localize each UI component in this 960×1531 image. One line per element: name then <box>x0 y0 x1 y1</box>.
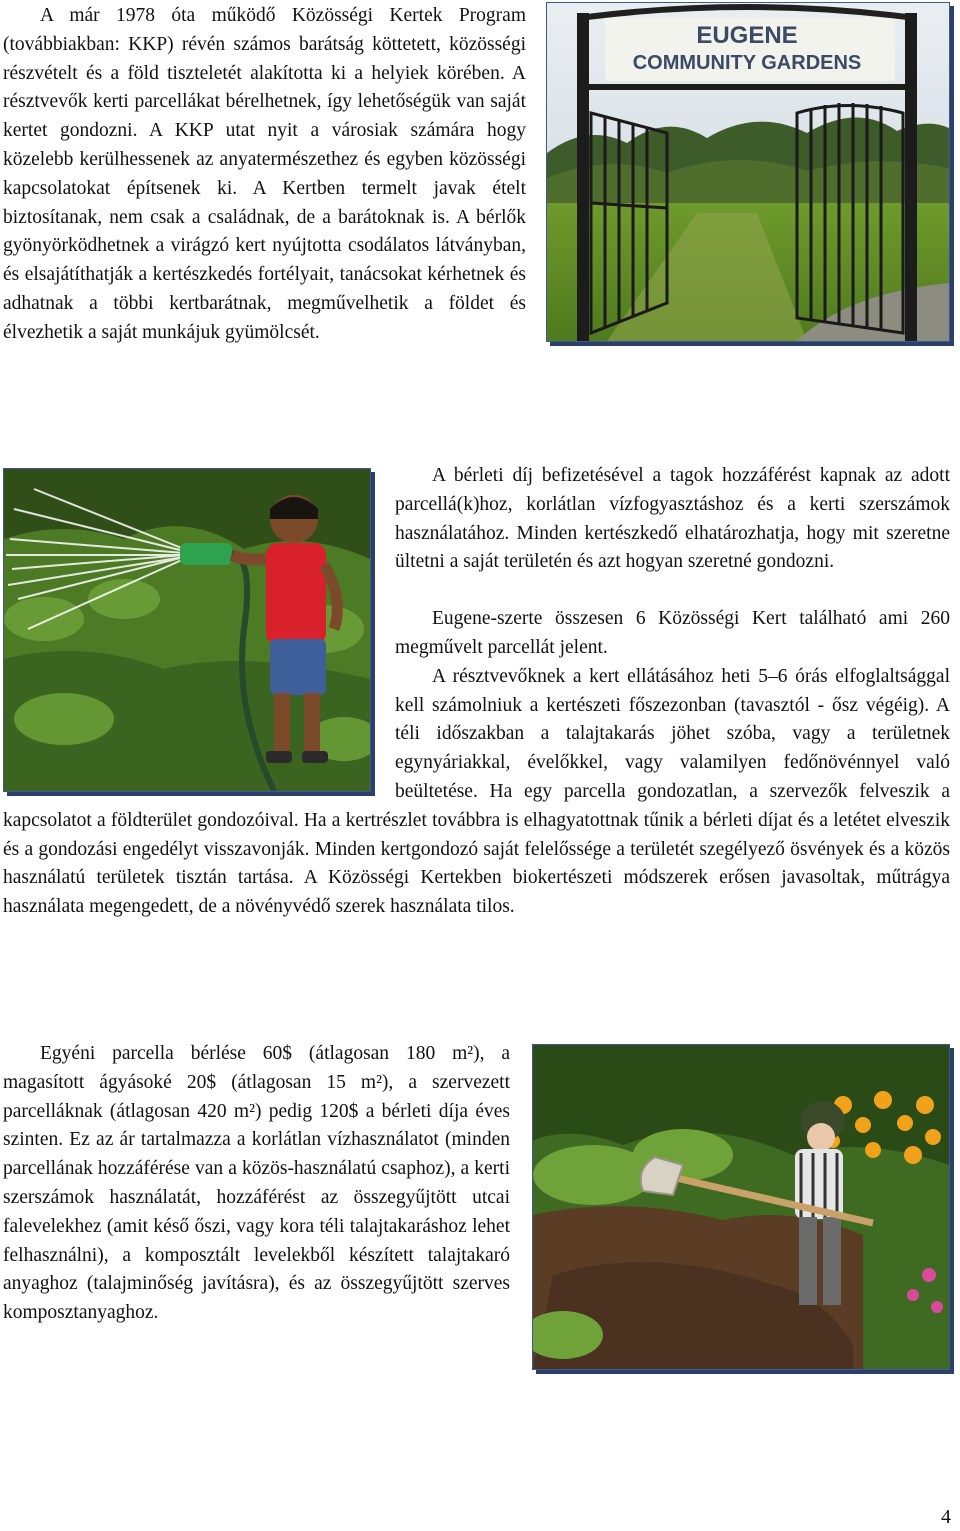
fee-benefits-paragraph: A bérleti díj befizetésével a tagok hozzáférést kapnak az adott parcellá(k)hoz, korlátlan vízfogyasztáshoz és a kerti szerszámok használatához. Minden kertészkedő elhatározhatja, hogy mit szeretne ültetni a saját területén és azt hogyan szeretné gondozni. <box>395 465 950 573</box>
membership-section <box>3 462 950 922</box>
intro-paragraph: A már 1978 óta működő Közösségi Kertek Program (továbbiakban: KKP) révén számos barátság köttetett, közösségi részvételt és a föld tiszteletét alakította ki a helyiek körében. A résztvevők kerti parcellákat bérelhetnek, így lehetőségük van saját kertet gondozni. A KKP utat nyit a városiak számára hogy közelebb kerülhessenek az anyatermészethez és egyben közösségi kapcsolatokat építsenek ki. A Kertben termelt javak ételt biztosítanak, nem csak a családnak, de a barátoknak is. A bérlők gyönyörködhetnek a virágzó kert nyújtotta csodálatos látványban, és elsajátíthatják a kertészkedés fortélyait, tanácsokat kérhetnek és adhatnak a többi kertbarátnak, megművelhetik a földet és élvezhetik a saját munkájuk gyümölcsét. <box>3 5 526 343</box>
garden-gate-photo <box>546 2 950 342</box>
garden-count-paragraph: Eugene-szerte összesen 6 Közösségi Kert található ami 260 megművelt parcellát jelent. <box>395 608 950 658</box>
intro-section <box>3 2 950 356</box>
child-digging-photo <box>532 1044 950 1370</box>
sign-line1: EUGENE <box>696 22 798 49</box>
child-watering-photo <box>3 468 371 792</box>
pricing-section <box>3 1040 950 1380</box>
duties-paragraph: A résztvevőknek a kert ellátásához heti 5–6 órás elfoglaltsággal kell számolniuk a kertészeti főszezonban (tavasztól - ősz végéig). A téli időszakban a talajtakarás jöhet szóba, vagy a területnek egynyáriakkal, évelőkkel, vagy valamilyen fedőnövénnyel való beültetése. Ha egy parcella gondozatlan, a szervezők felveszik a kapcsolatot a földterület gondozóival. Ha a kertrészlet továbbra is elhagyatottnak tűnik a bérleti díjat és a letétet elveszik és a gondozási engedélyt visszavonják. Minden kertgondozó saját felelőssége a területét szegélyező ösvények és a közös használatú területek tisztán tartása. A Közösségi Kertekben biokertészeti módszerek erősen javasoltak, műtrágya használata megengedett, de a növényvédő szerek használata tilos. <box>3 665 950 918</box>
sign-line2: COMMUNITY GARDENS <box>632 52 862 74</box>
pricing-paragraph: Egyéni parcella bérlése 60$ (átlagosan 180 m²), a magasított ágyásoké 20$ (átlagosan 15 m²), a szervezett parcelláknak (átlagosan 420 m²) pedig 120$ a bérleti díja éves szinten. Ez az ár tartalmazza a korlátlan vízhasználatot (minden parcellának hozzáférése van a közös-használatú csaphoz), a kerti szerszámok használatát, hozzáférést az összegyűjtött utcai falevelekhez (amit késő őszi, vagy kora téli talajtakaráshoz lehet felhasználni), a komposztált levelekből készített talajtakaró anyaghoz (talajminőség javításra), és az összegyűjtött szerves komposztanyaghoz. <box>3 1043 510 1324</box>
page-number: 4 <box>941 1506 951 1528</box>
